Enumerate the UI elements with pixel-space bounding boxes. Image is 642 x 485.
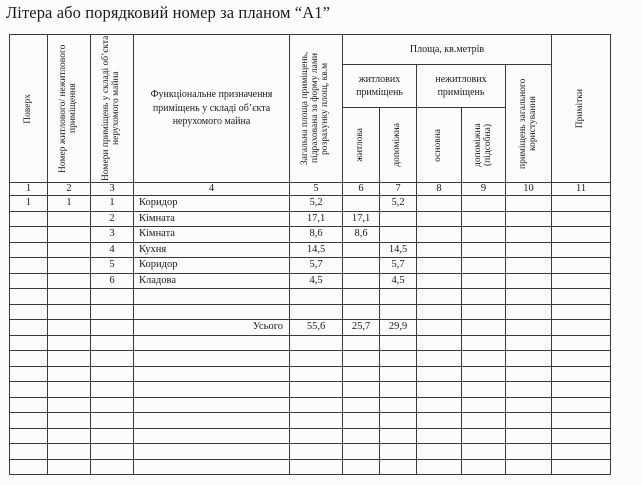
header-floor: Поверх [10,35,48,183]
table-row [10,258,611,274]
column-number: 4 [134,183,290,196]
auxiliary-cell: 4,5 [380,273,417,289]
room-cell: 3 [91,227,134,243]
unit-cell [48,211,91,227]
header-room-numbers: Номери приміщень у складі об’єкта нерухомого майна [91,35,134,183]
header-nonresidential: нежитлових приміщень [417,65,506,108]
page-title: Літера або порядковий номер за планом “А1” [6,3,331,22]
living-cell [343,258,380,274]
total-area-sum: 55,6 [290,320,343,336]
total-label: Усього [134,320,290,336]
table-row [10,444,611,460]
column-number: 7 [380,183,417,196]
floor-cell [10,211,48,227]
header-purpose: Функціональне призначення приміщень у складі об’єкта нерухомого майна [134,35,290,183]
living-cell: 17,1 [343,211,380,227]
living-sum: 25,7 [343,320,380,336]
header-dwelling-number: Номер житлового/ нежитлового приміщення [48,35,91,183]
column-number: 1 [10,183,48,196]
purpose-cell: Кладова [134,273,290,289]
table-row [10,289,611,305]
column-number: 3 [91,183,134,196]
room-cell: 2 [91,211,134,227]
unit-cell [48,242,91,258]
header-residential: житлових приміщень [343,65,417,108]
room-cell: 6 [91,273,134,289]
auxiliary-cell [380,227,417,243]
table-row [10,196,611,212]
purpose-cell: Коридор [134,258,290,274]
table-row [10,382,611,398]
column-number: 11 [552,183,611,196]
floor-cell: 1 [10,196,48,212]
auxiliary-cell [380,211,417,227]
header-aux-sub: допоміжна (підсобна) [462,108,506,183]
living-cell [343,196,380,212]
floor-cell [10,227,48,243]
unit-cell [48,273,91,289]
unit-cell [48,258,91,274]
table-row [10,211,611,227]
auxiliary-cell: 14,5 [380,242,417,258]
total-area-cell: 5,7 [290,258,343,274]
purpose-cell: Кухня [134,242,290,258]
auxiliary-cell: 5,2 [380,196,417,212]
floor-cell [10,242,48,258]
total-area-cell: 4,5 [290,273,343,289]
living-cell [343,273,380,289]
room-cell: 4 [91,242,134,258]
auxiliary-cell: 5,7 [380,258,417,274]
floor-cell [10,273,48,289]
table-row [10,351,611,367]
column-number: 6 [343,183,380,196]
total-area-cell: 14,5 [290,242,343,258]
header-notes: Примітки [552,35,611,183]
table-row [10,428,611,444]
total-area-cell: 17,1 [290,211,343,227]
column-number-row [10,183,611,196]
purpose-cell: Кімната [134,211,290,227]
room-cell: 5 [91,258,134,274]
header-total-area: Загальна площа приміщень, підрахована за форму лами розрахунку площ, кв.м [290,35,343,183]
unit-cell: 1 [48,196,91,212]
column-number: 10 [506,183,552,196]
auxiliary-sum: 29,9 [380,320,417,336]
total-row [10,320,611,336]
header-living: житлова [343,108,380,183]
column-number: 2 [48,183,91,196]
header-area-group: Площа, кв.метрів [343,35,552,65]
living-cell: 8,6 [343,227,380,243]
table-row [10,304,611,320]
table-row [10,397,611,413]
table-row [10,335,611,351]
unit-cell [48,227,91,243]
total-area-cell: 8,6 [290,227,343,243]
table-row [10,366,611,382]
column-number: 8 [417,183,462,196]
total-area-cell: 5,2 [290,196,343,212]
header-main: основна [417,108,462,183]
header-common-use: приміщень загального користування [506,65,552,183]
premises-table [9,34,611,475]
room-cell: 1 [91,196,134,212]
table-row [10,227,611,243]
table-row [10,459,611,475]
table-row [10,242,611,258]
floor-cell [10,258,48,274]
header-auxiliary: допоміжна [380,108,417,183]
table-row [10,273,611,289]
column-number: 5 [290,183,343,196]
living-cell [343,242,380,258]
table-row [10,413,611,429]
purpose-cell: Кімната [134,227,290,243]
column-number: 9 [462,183,506,196]
purpose-cell: Коридор [134,196,290,212]
